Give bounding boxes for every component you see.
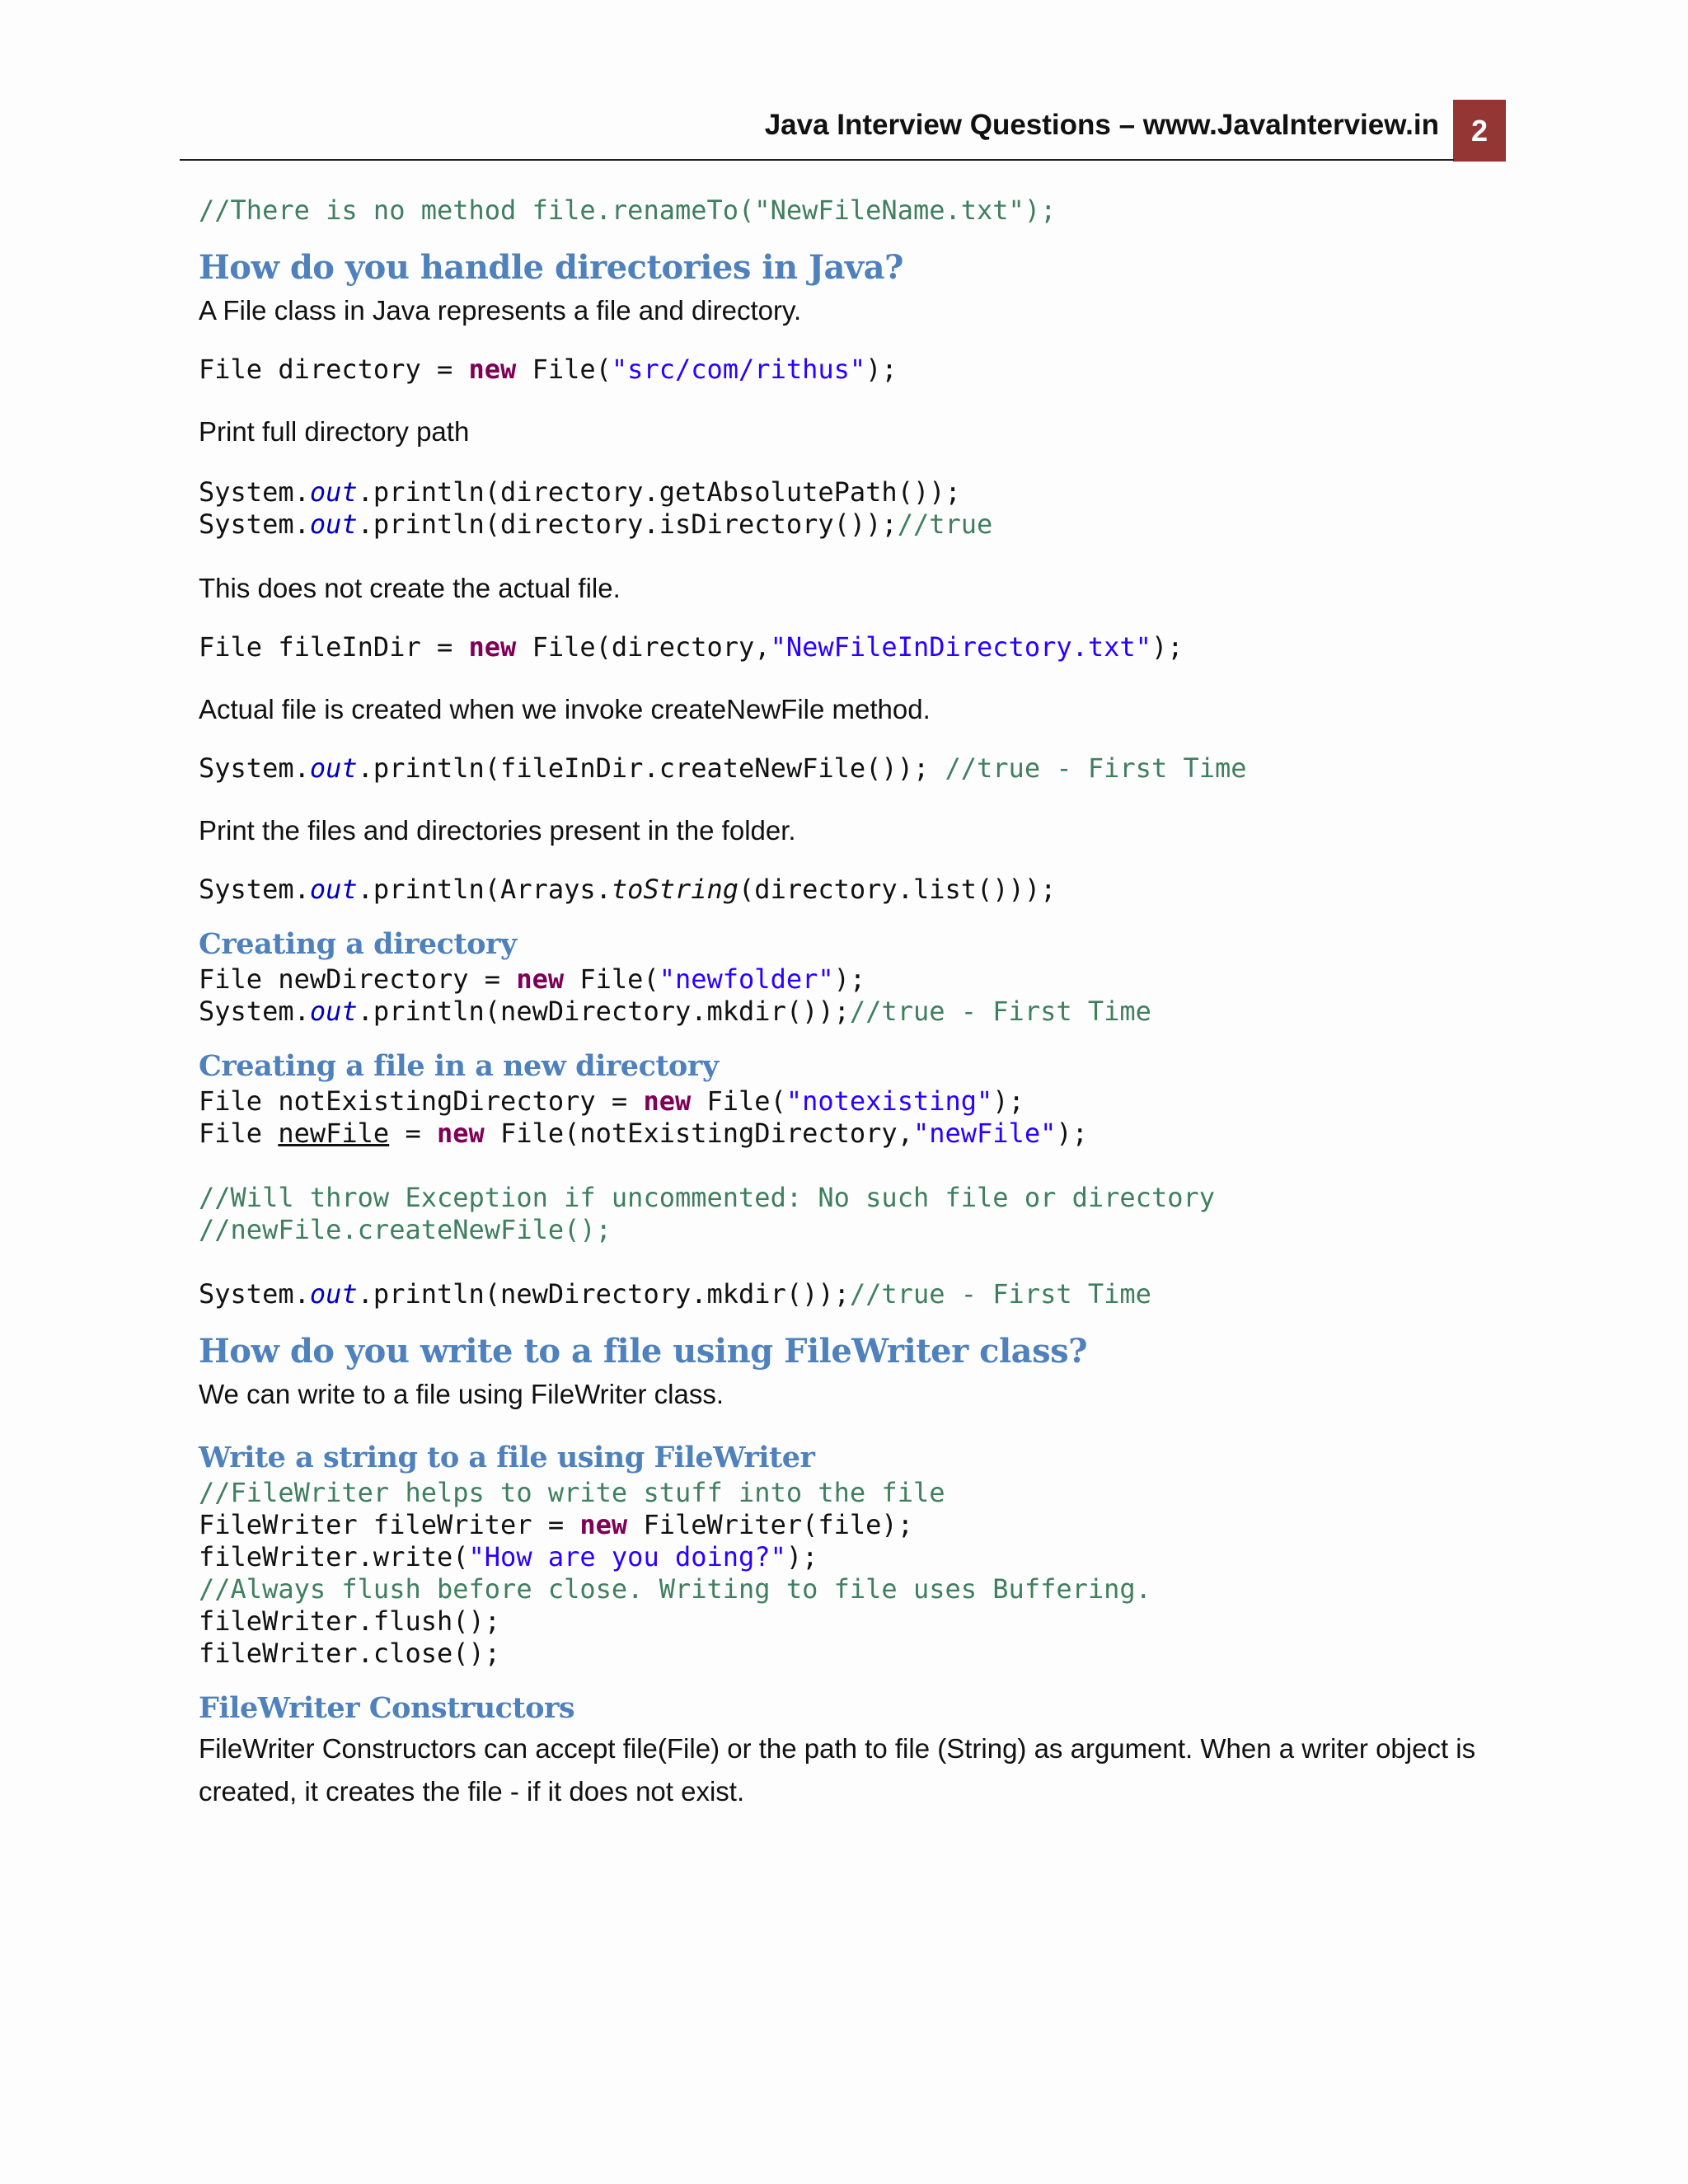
code-keyword: new bbox=[643, 1085, 692, 1117]
code-text: FileWriter fileWriter = bbox=[199, 1509, 580, 1540]
code-text: System. bbox=[199, 509, 310, 540]
code-line: fileWriter.close(); bbox=[199, 1638, 501, 1669]
code-line bbox=[199, 509, 1509, 541]
code-comment: //newFile.createNewFile(); bbox=[199, 1214, 612, 1245]
code-comment: //true - First Time bbox=[849, 996, 1151, 1027]
paragraph-filewriter: We can write to a file using FileWriter class. bbox=[199, 1379, 724, 1409]
code-file-in-dir bbox=[199, 631, 1509, 663]
heading-directories: How do you handle directories in Java? bbox=[199, 248, 903, 287]
code-comment: //true - First Time bbox=[849, 1278, 1151, 1310]
code-text: fileWriter.write( bbox=[199, 1541, 469, 1572]
code-field: out bbox=[309, 1278, 358, 1310]
code-not-existing-dir bbox=[199, 1085, 1509, 1150]
code-text: ); bbox=[833, 963, 866, 995]
code-text: System. bbox=[199, 752, 310, 784]
code-keyword: new bbox=[468, 354, 517, 385]
code-text: File(notExistingDirectory, bbox=[484, 1118, 913, 1149]
code-text: (directory.list())); bbox=[738, 874, 1057, 905]
heading-write-string: Write a string to a file using FileWriter bbox=[199, 1441, 815, 1474]
code-string: "newFile" bbox=[912, 1118, 1057, 1149]
code-text: .println(newDirectory.mkdir()); bbox=[357, 1278, 850, 1310]
code-field: out bbox=[309, 874, 358, 905]
code-text: File(directory, bbox=[516, 631, 771, 663]
code-text: File( bbox=[564, 963, 659, 995]
code-text: .println(directory.isDirectory()); bbox=[357, 509, 898, 540]
code-text: .println(fileInDir.createNewFile()); bbox=[357, 752, 945, 784]
code-text: File notExistingDirectory = bbox=[199, 1085, 644, 1117]
code-comment: //true - First Time bbox=[945, 752, 1247, 784]
heading-creating-file: Creating a file in a new directory bbox=[199, 1049, 719, 1083]
code-text: ); bbox=[785, 1541, 818, 1572]
code-comment: //true bbox=[897, 509, 993, 540]
header-divider bbox=[180, 159, 1454, 161]
code-comment: //Will throw Exception if uncommented: No such file or directory bbox=[199, 1182, 1215, 1213]
paragraph-actual-file: Actual file is created when we invoke createNewFile method. bbox=[199, 694, 931, 724]
code-text: File( bbox=[691, 1085, 786, 1117]
code-text: FileWriter(file); bbox=[627, 1509, 913, 1540]
code-string: "NewFileInDirectory.txt" bbox=[770, 631, 1151, 663]
paragraph-print-path: Print full directory path bbox=[199, 416, 470, 447]
paragraph-print-files: Print the files and directories present in the folder. bbox=[199, 815, 796, 846]
code-text: System. bbox=[199, 996, 310, 1027]
code-text: System. bbox=[199, 1278, 310, 1310]
code-string: "src/com/rithus" bbox=[611, 354, 866, 385]
code-line bbox=[199, 476, 1509, 509]
code-line bbox=[199, 963, 1509, 996]
code-string: "newfolder" bbox=[659, 963, 834, 995]
code-text: File directory = bbox=[199, 354, 469, 385]
code-mkdir bbox=[199, 963, 1509, 1028]
code-field: out bbox=[309, 476, 358, 508]
code-list-files bbox=[199, 874, 1509, 906]
code-text: File bbox=[199, 1118, 279, 1149]
code-string: "How are you doing?" bbox=[468, 1541, 786, 1572]
code-line bbox=[199, 1541, 1509, 1573]
page-number-badge: 2 bbox=[1453, 100, 1506, 162]
heading-creating-directory: Creating a directory bbox=[199, 927, 517, 961]
code-create-new-file bbox=[199, 752, 1509, 785]
code-field: out bbox=[309, 752, 358, 784]
code-text: .println(newDirectory.mkdir()); bbox=[357, 996, 850, 1027]
code-line bbox=[199, 1118, 1509, 1150]
code-field: out bbox=[309, 509, 358, 540]
heading-filewriter: How do you write to a file using FileWriter class? bbox=[199, 1332, 1088, 1371]
code-comment: //Always flush before close. Writing to file uses Buffering. bbox=[199, 1573, 1151, 1605]
code-text: File( bbox=[516, 354, 612, 385]
code-line bbox=[199, 1509, 1509, 1541]
code-keyword: new bbox=[468, 631, 517, 663]
code-field: out bbox=[309, 996, 358, 1027]
code-underlined-variable: newFile bbox=[278, 1118, 390, 1149]
code-string: "notexisting" bbox=[785, 1085, 993, 1117]
code-text: ); bbox=[1151, 631, 1184, 663]
code-filewriter bbox=[199, 1477, 1509, 1670]
code-text: = bbox=[389, 1118, 437, 1149]
header-title: Java Interview Questions – www.JavaInterview.in bbox=[764, 109, 1439, 141]
paragraph-constructors: FileWriter Constructors can accept file(File) or the path to file (String) as argument. When a writer object is created, it creates the file - if it does not exist. bbox=[199, 1733, 1476, 1807]
code-text: System. bbox=[199, 476, 310, 508]
paragraph-not-create: This does not create the actual file. bbox=[199, 573, 621, 603]
paragraph-file-class: A File class in Java represents a file and directory. bbox=[199, 295, 802, 326]
code-keyword: new bbox=[516, 963, 565, 995]
code-text: .println(Arrays. bbox=[357, 874, 612, 905]
code-text: ); bbox=[1056, 1118, 1088, 1149]
code-text: File newDirectory = bbox=[199, 963, 517, 995]
code-comment: //FileWriter helps to write stuff into the file bbox=[199, 1477, 945, 1508]
code-text: File fileInDir = bbox=[199, 631, 469, 663]
code-text: System. bbox=[199, 874, 310, 905]
code-comment: //There is no method file.renameTo("NewFileName.txt"); bbox=[199, 194, 1057, 226]
code-rename-comment bbox=[199, 194, 1509, 227]
code-line bbox=[199, 996, 1509, 1028]
code-exception-comment bbox=[199, 1182, 1509, 1246]
code-static-method: toString bbox=[611, 874, 739, 905]
code-text: ); bbox=[865, 354, 898, 385]
code-text: .println(directory.getAbsolutePath()); bbox=[357, 476, 961, 508]
code-keyword: new bbox=[579, 1509, 628, 1540]
code-line bbox=[199, 1085, 1509, 1118]
heading-constructors: FileWriter Constructors bbox=[199, 1691, 575, 1725]
code-print-path bbox=[199, 476, 1509, 541]
page-content bbox=[199, 194, 1509, 1813]
code-new-directory bbox=[199, 354, 1509, 386]
code-keyword: new bbox=[436, 1118, 485, 1149]
code-line: fileWriter.flush(); bbox=[199, 1605, 501, 1637]
code-mkdir-again bbox=[199, 1278, 1509, 1310]
code-text: ); bbox=[992, 1085, 1025, 1117]
